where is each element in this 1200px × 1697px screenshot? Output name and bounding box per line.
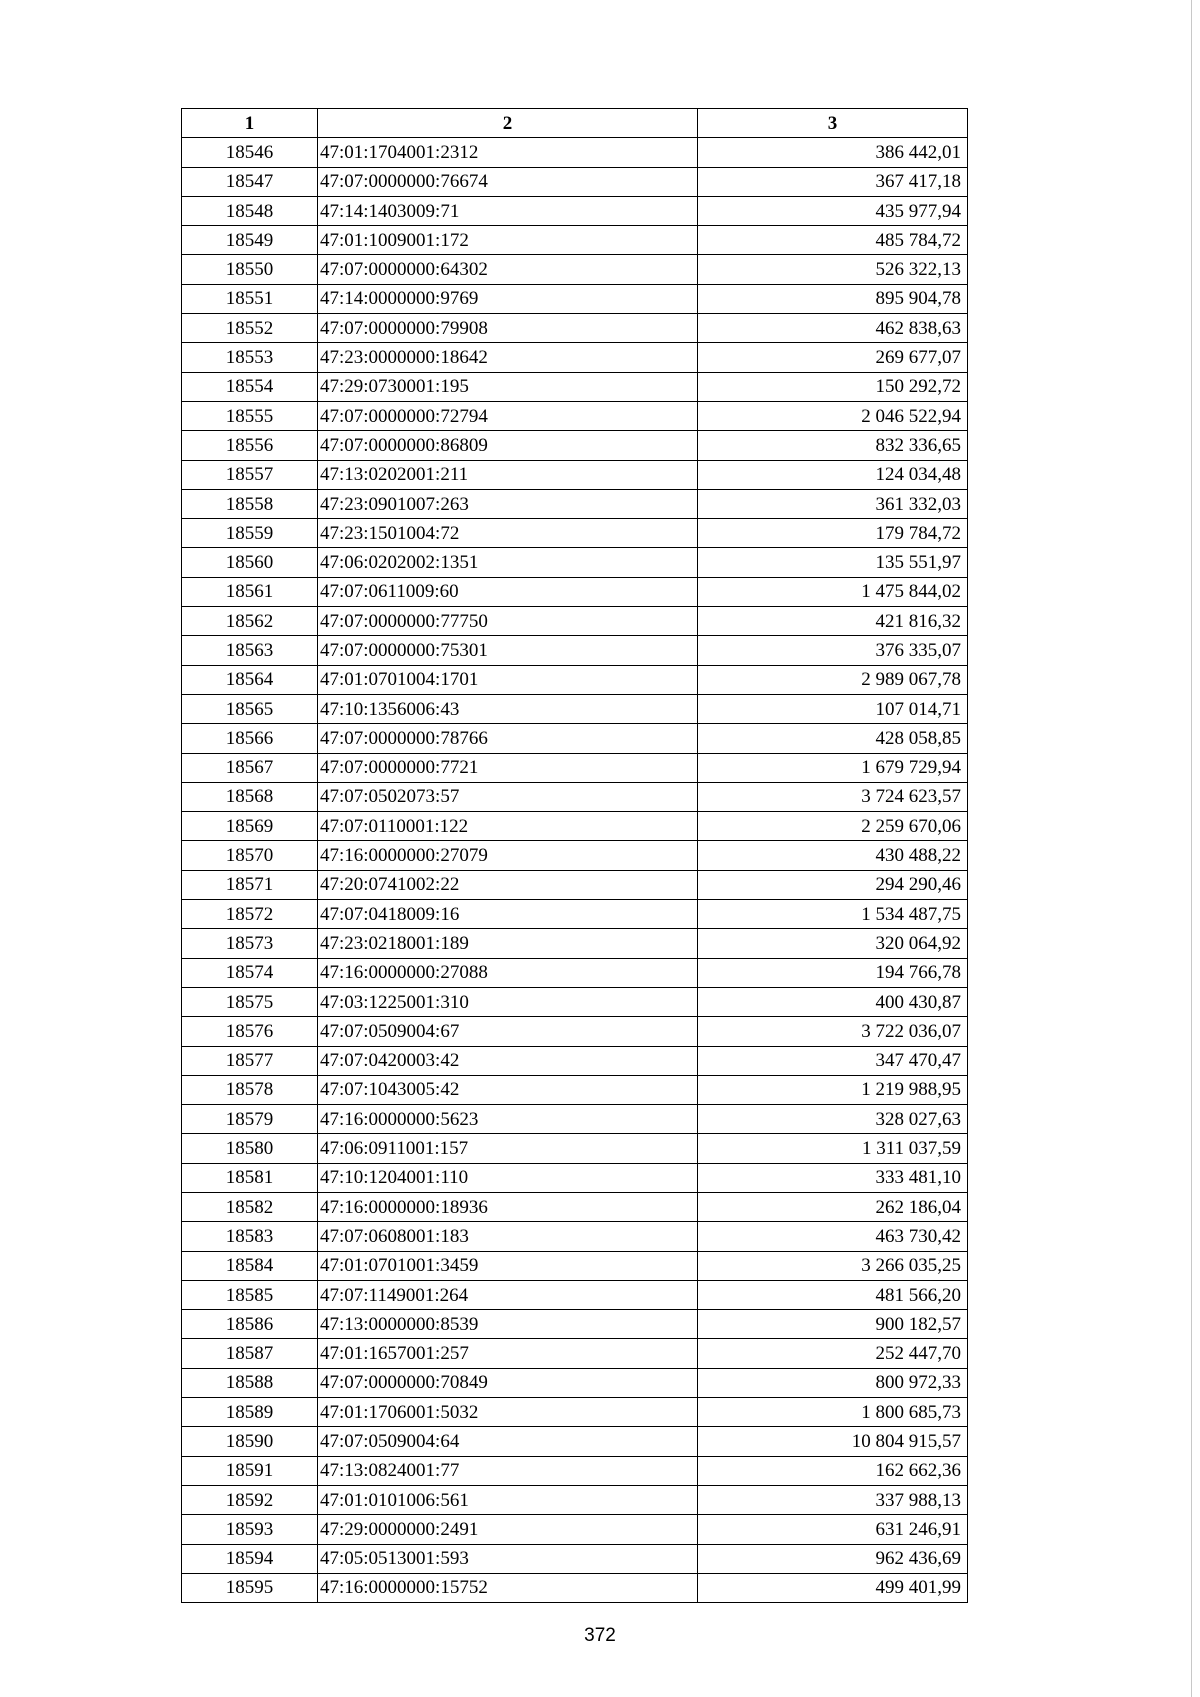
cadastral-number-cell: 47:05:0513001:593: [318, 1544, 698, 1573]
value-cell: 962 436,69: [698, 1544, 968, 1573]
value-cell: 832 336,65: [698, 431, 968, 460]
table-row: [182, 987, 968, 1016]
row-number-cell: 18583: [182, 1222, 318, 1251]
cadastral-number-cell: 47:10:1356006:43: [318, 694, 698, 723]
table-row: [182, 138, 968, 167]
row-number-cell: 18563: [182, 636, 318, 665]
row-number-cell: 18548: [182, 196, 318, 225]
table-row: [182, 607, 968, 636]
row-number-cell: 18562: [182, 607, 318, 636]
cadastral-number-cell: 47:10:1204001:110: [318, 1163, 698, 1192]
value-cell: 2 989 067,78: [698, 665, 968, 694]
table-row: [182, 1192, 968, 1221]
row-number-cell: 18589: [182, 1398, 318, 1427]
cadastral-number-cell: 47:20:0741002:22: [318, 870, 698, 899]
cadastral-number-cell: 47:01:1657001:257: [318, 1339, 698, 1368]
row-number-cell: 18568: [182, 782, 318, 811]
cadastral-number-cell: 47:14:1403009:71: [318, 196, 698, 225]
value-cell: 1 311 037,59: [698, 1134, 968, 1163]
value-cell: 3 266 035,25: [698, 1251, 968, 1280]
table-row: [182, 1339, 968, 1368]
table-row: [182, 1573, 968, 1602]
table-row: [182, 1017, 968, 1046]
row-number-cell: 18550: [182, 255, 318, 284]
cadastral-number-cell: 47:29:0000000:2491: [318, 1515, 698, 1544]
table-row: [182, 958, 968, 987]
row-number-cell: 18555: [182, 401, 318, 430]
value-cell: 386 442,01: [698, 138, 968, 167]
cadastral-number-cell: 47:07:0611009:60: [318, 577, 698, 606]
row-number-cell: 18593: [182, 1515, 318, 1544]
cadastral-number-cell: 47:16:0000000:27079: [318, 841, 698, 870]
cadastral-number-cell: 47:16:0000000:27088: [318, 958, 698, 987]
value-cell: 347 470,47: [698, 1046, 968, 1075]
row-number-cell: 18595: [182, 1573, 318, 1602]
cadastral-number-cell: 47:14:0000000:9769: [318, 284, 698, 313]
cadastral-number-cell: 47:06:0202002:1351: [318, 548, 698, 577]
row-number-cell: 18587: [182, 1339, 318, 1368]
table-row: [182, 255, 968, 284]
row-number-cell: 18581: [182, 1163, 318, 1192]
row-number-cell: 18577: [182, 1046, 318, 1075]
table-row: [182, 1310, 968, 1339]
table-row: [182, 548, 968, 577]
table-row: [182, 1456, 968, 1485]
row-number-cell: 18575: [182, 987, 318, 1016]
row-number-cell: 18547: [182, 167, 318, 196]
cadastral-number-cell: 47:13:0000000:8539: [318, 1310, 698, 1339]
value-cell: 895 904,78: [698, 284, 968, 313]
row-number-cell: 18580: [182, 1134, 318, 1163]
row-number-cell: 18552: [182, 314, 318, 343]
cadastral-number-cell: 47:07:0418009:16: [318, 900, 698, 929]
value-cell: 631 246,91: [698, 1515, 968, 1544]
cadastral-number-cell: 47:01:1009001:172: [318, 226, 698, 255]
table-row: [182, 196, 968, 225]
cadastral-number-cell: 47:01:0101006:561: [318, 1485, 698, 1514]
value-cell: 900 182,57: [698, 1310, 968, 1339]
cadastral-number-cell: 47:07:0000000:7721: [318, 753, 698, 782]
table-row: [182, 812, 968, 841]
cadastral-number-cell: 47:07:0000000:76674: [318, 167, 698, 196]
table-row: [182, 401, 968, 430]
table-row: [182, 1163, 968, 1192]
table-row: [182, 1368, 968, 1397]
table-row: [182, 577, 968, 606]
value-cell: 150 292,72: [698, 372, 968, 401]
table-row: [182, 1251, 968, 1280]
cadastral-number-cell: 47:07:0000000:72794: [318, 401, 698, 430]
row-number-cell: 18573: [182, 929, 318, 958]
cadastral-number-cell: 47:07:0000000:75301: [318, 636, 698, 665]
cadastral-number-cell: 47:07:0110001:122: [318, 812, 698, 841]
table-row: [182, 1398, 968, 1427]
cadastral-number-cell: 47:23:1501004:72: [318, 519, 698, 548]
value-cell: 800 972,33: [698, 1368, 968, 1397]
table-row: [182, 226, 968, 255]
value-cell: 435 977,94: [698, 196, 968, 225]
cadastral-number-cell: 47:01:1706001:5032: [318, 1398, 698, 1427]
table-row: [182, 1134, 968, 1163]
row-number-cell: 18564: [182, 665, 318, 694]
table-row: [182, 724, 968, 753]
cadastral-number-cell: 47:07:0000000:79908: [318, 314, 698, 343]
table-row: [182, 1046, 968, 1075]
row-number-cell: 18571: [182, 870, 318, 899]
row-number-cell: 18553: [182, 343, 318, 372]
value-cell: 328 027,63: [698, 1105, 968, 1134]
cadastral-number-cell: 47:06:0911001:157: [318, 1134, 698, 1163]
cadastral-number-cell: 47:07:0420003:42: [318, 1046, 698, 1075]
value-cell: 1 475 844,02: [698, 577, 968, 606]
cadastral-number-cell: 47:23:0000000:18642: [318, 343, 698, 372]
value-cell: 428 058,85: [698, 724, 968, 753]
cadastral-number-cell: 47:13:0824001:77: [318, 1456, 698, 1485]
row-number-cell: 18556: [182, 431, 318, 460]
cadastral-number-cell: 47:01:0701001:3459: [318, 1251, 698, 1280]
table-row: [182, 284, 968, 313]
value-cell: 462 838,63: [698, 314, 968, 343]
row-number-cell: 18557: [182, 460, 318, 489]
table-row: [182, 929, 968, 958]
row-number-cell: 18565: [182, 694, 318, 723]
page-number: 372: [584, 1625, 616, 1646]
value-cell: 1 679 729,94: [698, 753, 968, 782]
row-number-cell: 18585: [182, 1280, 318, 1309]
value-cell: 376 335,07: [698, 636, 968, 665]
row-number-cell: 18551: [182, 284, 318, 313]
value-cell: 269 677,07: [698, 343, 968, 372]
table-row: [182, 782, 968, 811]
row-number-cell: 18592: [182, 1485, 318, 1514]
value-cell: 333 481,10: [698, 1163, 968, 1192]
cadastral-number-cell: 47:01:0701004:1701: [318, 665, 698, 694]
value-cell: 124 034,48: [698, 460, 968, 489]
row-number-cell: 18554: [182, 372, 318, 401]
value-cell: 194 766,78: [698, 958, 968, 987]
cadastral-number-cell: 47:03:1225001:310: [318, 987, 698, 1016]
value-cell: 107 014,71: [698, 694, 968, 723]
value-cell: 1 219 988,95: [698, 1075, 968, 1104]
column-header-3: 3: [698, 109, 968, 138]
cadastral-number-cell: 47:07:0502073:57: [318, 782, 698, 811]
value-cell: 430 488,22: [698, 841, 968, 870]
table-row: [182, 1222, 968, 1251]
value-cell: 481 566,20: [698, 1280, 968, 1309]
row-number-cell: 18578: [182, 1075, 318, 1104]
value-cell: 135 551,97: [698, 548, 968, 577]
value-cell: 1 534 487,75: [698, 900, 968, 929]
value-cell: 320 064,92: [698, 929, 968, 958]
row-number-cell: 18561: [182, 577, 318, 606]
row-number-cell: 18558: [182, 489, 318, 518]
cadastral-number-cell: 47:07:0000000:86809: [318, 431, 698, 460]
value-cell: 361 332,03: [698, 489, 968, 518]
row-number-cell: 18570: [182, 841, 318, 870]
cadastral-number-cell: 47:07:0000000:77750: [318, 607, 698, 636]
table-row: [182, 1075, 968, 1104]
row-number-cell: 18569: [182, 812, 318, 841]
row-number-cell: 18579: [182, 1105, 318, 1134]
value-cell: 262 186,04: [698, 1192, 968, 1221]
row-number-cell: 18582: [182, 1192, 318, 1221]
value-cell: 294 290,46: [698, 870, 968, 899]
row-number-cell: 18560: [182, 548, 318, 577]
value-cell: 485 784,72: [698, 226, 968, 255]
row-number-cell: 18584: [182, 1251, 318, 1280]
table-row: [182, 1105, 968, 1134]
cadastral-number-cell: 47:16:0000000:15752: [318, 1573, 698, 1602]
cadastral-number-cell: 47:07:0000000:64302: [318, 255, 698, 284]
value-cell: 3 724 623,57: [698, 782, 968, 811]
value-cell: 400 430,87: [698, 987, 968, 1016]
data-table: [181, 108, 968, 1603]
table-row: [182, 314, 968, 343]
value-cell: 162 662,36: [698, 1456, 968, 1485]
row-number-cell: 18590: [182, 1427, 318, 1456]
value-cell: 10 804 915,57: [698, 1427, 968, 1456]
value-cell: 252 447,70: [698, 1339, 968, 1368]
table-row: [182, 489, 968, 518]
cadastral-number-cell: 47:01:1704001:2312: [318, 138, 698, 167]
row-number-cell: 18566: [182, 724, 318, 753]
header-row: [182, 109, 968, 138]
row-number-cell: 18574: [182, 958, 318, 987]
row-number-cell: 18594: [182, 1544, 318, 1573]
cadastral-number-cell: 47:07:0509004:64: [318, 1427, 698, 1456]
cadastral-number-cell: 47:07:0000000:70849: [318, 1368, 698, 1397]
value-cell: 1 800 685,73: [698, 1398, 968, 1427]
table-row: [182, 694, 968, 723]
value-cell: 421 816,32: [698, 607, 968, 636]
row-number-cell: 18591: [182, 1456, 318, 1485]
row-number-cell: 18586: [182, 1310, 318, 1339]
cadastral-number-cell: 47:23:0218001:189: [318, 929, 698, 958]
table-row: [182, 167, 968, 196]
value-cell: 463 730,42: [698, 1222, 968, 1251]
cadastral-number-cell: 47:29:0730001:195: [318, 372, 698, 401]
row-number-cell: 18572: [182, 900, 318, 929]
cadastral-number-cell: 47:13:0202001:211: [318, 460, 698, 489]
table-row: [182, 1280, 968, 1309]
table-header: [182, 109, 968, 138]
table-row: [182, 460, 968, 489]
table-row: [182, 841, 968, 870]
table-row: [182, 1485, 968, 1514]
value-cell: 2 046 522,94: [698, 401, 968, 430]
value-cell: 179 784,72: [698, 519, 968, 548]
table-row: [182, 753, 968, 782]
table-row: [182, 372, 968, 401]
row-number-cell: 18546: [182, 138, 318, 167]
table-row: [182, 870, 968, 899]
table-row: [182, 1427, 968, 1456]
cadastral-number-cell: 47:16:0000000:18936: [318, 1192, 698, 1221]
table-row: [182, 343, 968, 372]
table-row: [182, 900, 968, 929]
table-row: [182, 519, 968, 548]
table-row: [182, 1515, 968, 1544]
table-row: [182, 1544, 968, 1573]
value-cell: 2 259 670,06: [698, 812, 968, 841]
value-cell: 499 401,99: [698, 1573, 968, 1602]
row-number-cell: 18588: [182, 1368, 318, 1397]
value-cell: 367 417,18: [698, 167, 968, 196]
table-row: [182, 431, 968, 460]
cadastral-number-cell: 47:07:0509004:67: [318, 1017, 698, 1046]
value-cell: 337 988,13: [698, 1485, 968, 1514]
row-number-cell: 18576: [182, 1017, 318, 1046]
value-cell: 526 322,13: [698, 255, 968, 284]
table-body: [182, 138, 968, 1603]
page-right-edge: [1191, 0, 1192, 1697]
cadastral-number-cell: 47:07:0608001:183: [318, 1222, 698, 1251]
column-header-1: 1: [182, 109, 318, 138]
row-number-cell: 18559: [182, 519, 318, 548]
cadastral-number-cell: 47:16:0000000:5623: [318, 1105, 698, 1134]
table-row: [182, 665, 968, 694]
column-header-2: 2: [318, 109, 698, 138]
cadastral-number-cell: 47:23:0901007:263: [318, 489, 698, 518]
row-number-cell: 18549: [182, 226, 318, 255]
cadastral-number-cell: 47:07:0000000:78766: [318, 724, 698, 753]
table-row: [182, 636, 968, 665]
cadastral-number-cell: 47:07:1043005:42: [318, 1075, 698, 1104]
value-cell: 3 722 036,07: [698, 1017, 968, 1046]
row-number-cell: 18567: [182, 753, 318, 782]
cadastral-number-cell: 47:07:1149001:264: [318, 1280, 698, 1309]
